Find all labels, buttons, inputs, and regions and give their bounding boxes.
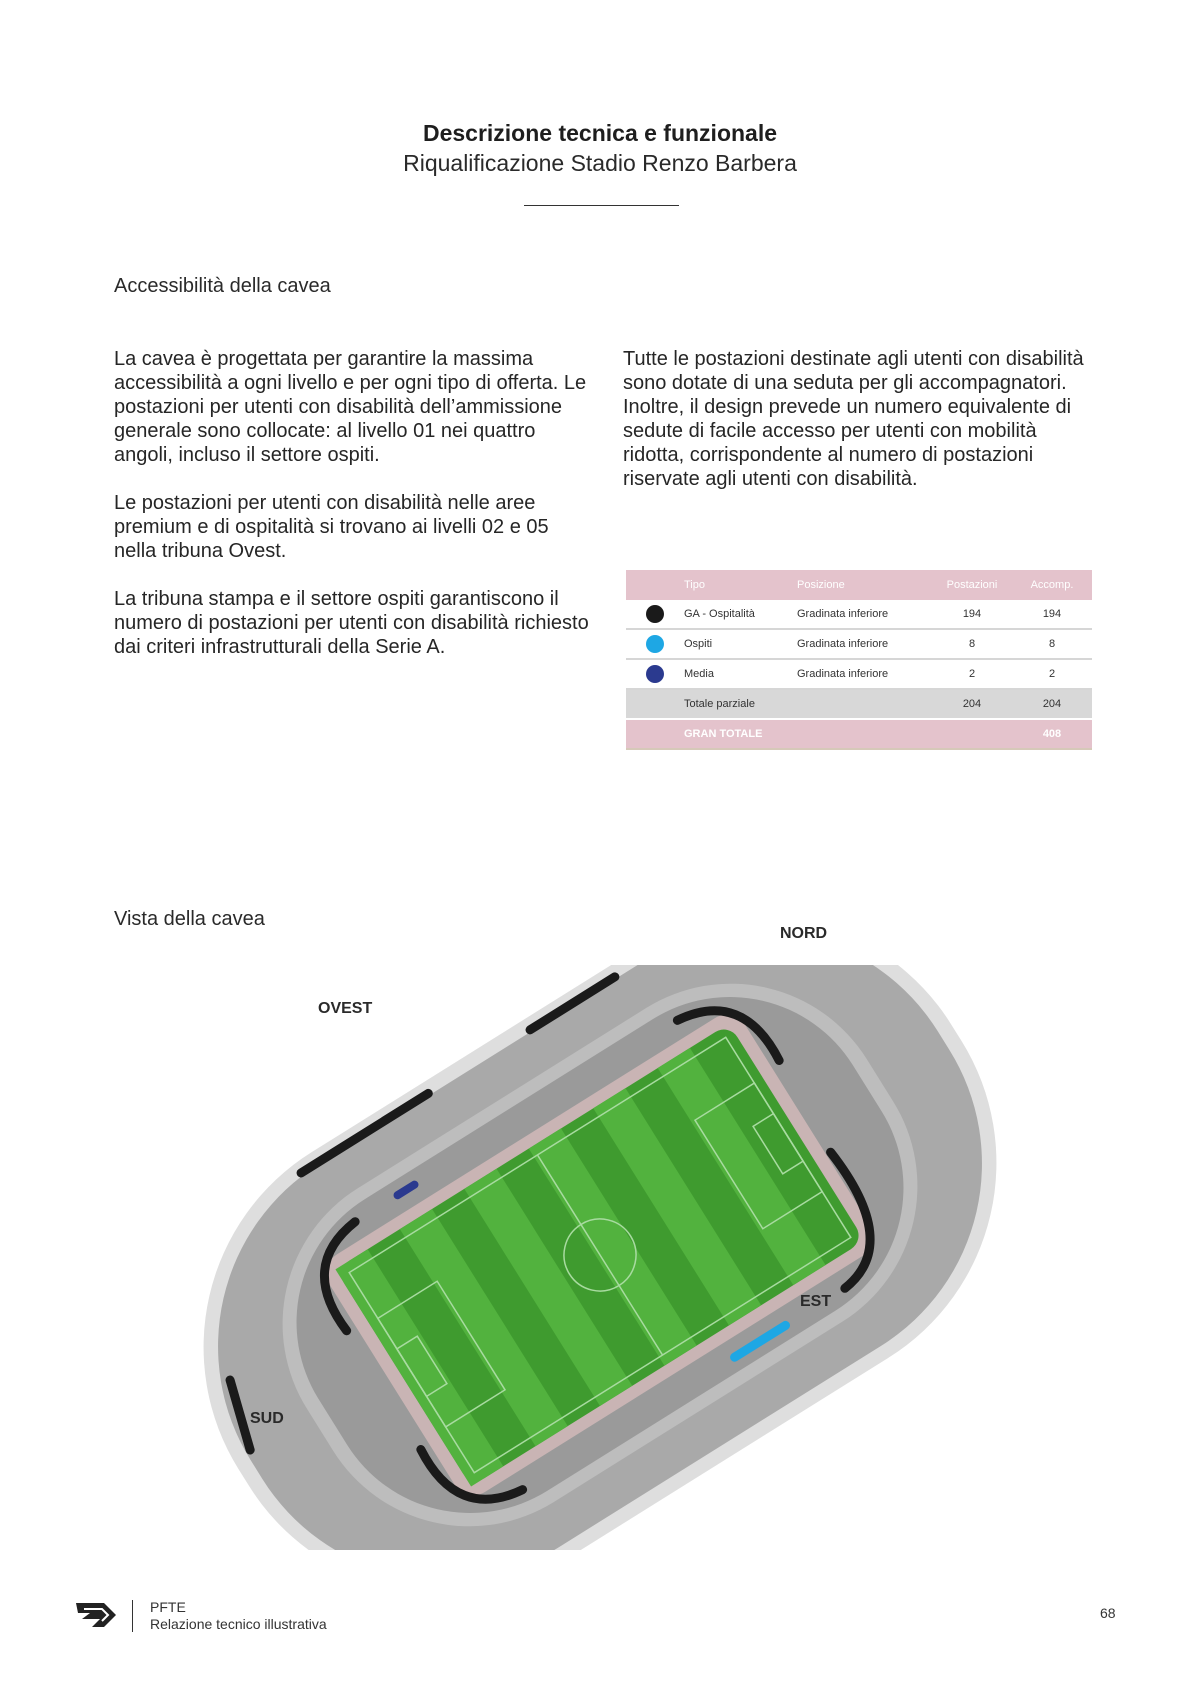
cell-accomp: 194 <box>1012 600 1092 629</box>
grand-total-row <box>626 719 1092 749</box>
cell-postazioni: 8 <box>932 629 1012 659</box>
header-cell-postazioni: Postazioni <box>932 570 1012 600</box>
cell-tipo: GA - Ospitalità <box>684 600 797 629</box>
legend-dot-icon <box>646 635 664 653</box>
cell-posizione: Gradinata inferiore <box>797 629 932 659</box>
table-header-row <box>626 570 1092 600</box>
body-column-left <box>114 347 594 683</box>
paragraph: Tutte le postazioni destinate agli utenti con disabilità sono dotate di una seduta per gli accompagnatori. Inoltre, il design prevede un numero equivalente di sedute di facile accesso per utenti con mobilità ridotta, corrispondente al numero di postazioni riservate agli utenti con disabilità. <box>623 348 1084 490</box>
section-heading-accessibility: Accessibilità della cavea <box>114 275 331 297</box>
cell-postazioni: 2 <box>932 659 1012 689</box>
paragraph: Le postazioni per utenti con disabilità nelle aree premium e di ospitalità si trovano ai livelli 02 e 05 nella tribuna Ovest. <box>114 492 549 562</box>
table-row <box>626 659 1092 689</box>
compass-label-ovest: OVEST <box>318 1000 373 1017</box>
subtotal-accomp: 204 <box>1012 689 1092 719</box>
header-divider <box>524 205 679 206</box>
eagle-logo-icon <box>74 1597 118 1633</box>
legend-dot-icon <box>646 605 664 623</box>
cell-accomp: 8 <box>1012 629 1092 659</box>
paragraph: La cavea è progettata per garantire la massima accessibilità a ogni livello e per ogni tipo di offerta. Le postazioni per utenti con disabilità dell’ammissione generale sono collocate: al livello 01 nei quattro angoli, incluso il settore ospiti. <box>114 348 587 466</box>
table-row <box>626 600 1092 629</box>
footer-doc-title: Relazione tecnico illustrativa <box>150 1616 327 1632</box>
cell-posizione: Gradinata inferiore <box>797 600 932 629</box>
section-heading-view: Vista della cavea <box>114 908 265 930</box>
footer-divider <box>132 1600 133 1632</box>
page-header <box>0 118 1200 178</box>
page-subtitle: Riqualificazione Stadio Renzo Barbera <box>403 150 797 176</box>
subtotal-label: Totale parziale <box>684 689 797 719</box>
header-cell-posizione: Posizione <box>797 570 932 600</box>
header-cell-tipo: Tipo <box>684 570 797 600</box>
stadium-view-illustration <box>195 965 1005 1550</box>
footer-text <box>150 1599 327 1633</box>
subtotal-row <box>626 689 1092 719</box>
table-row <box>626 629 1092 659</box>
cell-tipo: Media <box>684 659 797 689</box>
header-cell-icon <box>626 570 684 600</box>
subtotal-postazioni: 204 <box>932 689 1012 719</box>
grand-total-value: 408 <box>1012 719 1092 749</box>
cell-accomp: 2 <box>1012 659 1092 689</box>
accessibility-table <box>626 570 1092 750</box>
cell-postazioni: 194 <box>932 600 1012 629</box>
cell-posizione: Gradinata inferiore <box>797 659 932 689</box>
legend-dot-icon <box>646 665 664 683</box>
compass-label-est: EST <box>800 1293 832 1310</box>
body-column-right <box>623 347 1103 515</box>
footer-doc-type: PFTE <box>150 1599 186 1615</box>
cell-tipo: Ospiti <box>684 629 797 659</box>
compass-label-nord: NORD <box>780 925 828 942</box>
grand-total-label: GRAN TOTALE <box>684 719 797 749</box>
paragraph: La tribuna stampa e il settore ospiti garantiscono il numero di postazioni per utenti con disabilità richiesto dai criteri infrastrutturali della Serie A. <box>114 588 589 658</box>
header-cell-accomp: Accomp. <box>1012 570 1092 600</box>
compass-label-sud: SUD <box>250 1410 284 1427</box>
page-title: Descrizione tecnica e funzionale <box>422 120 778 146</box>
page-number: 68 <box>1100 1605 1116 1621</box>
